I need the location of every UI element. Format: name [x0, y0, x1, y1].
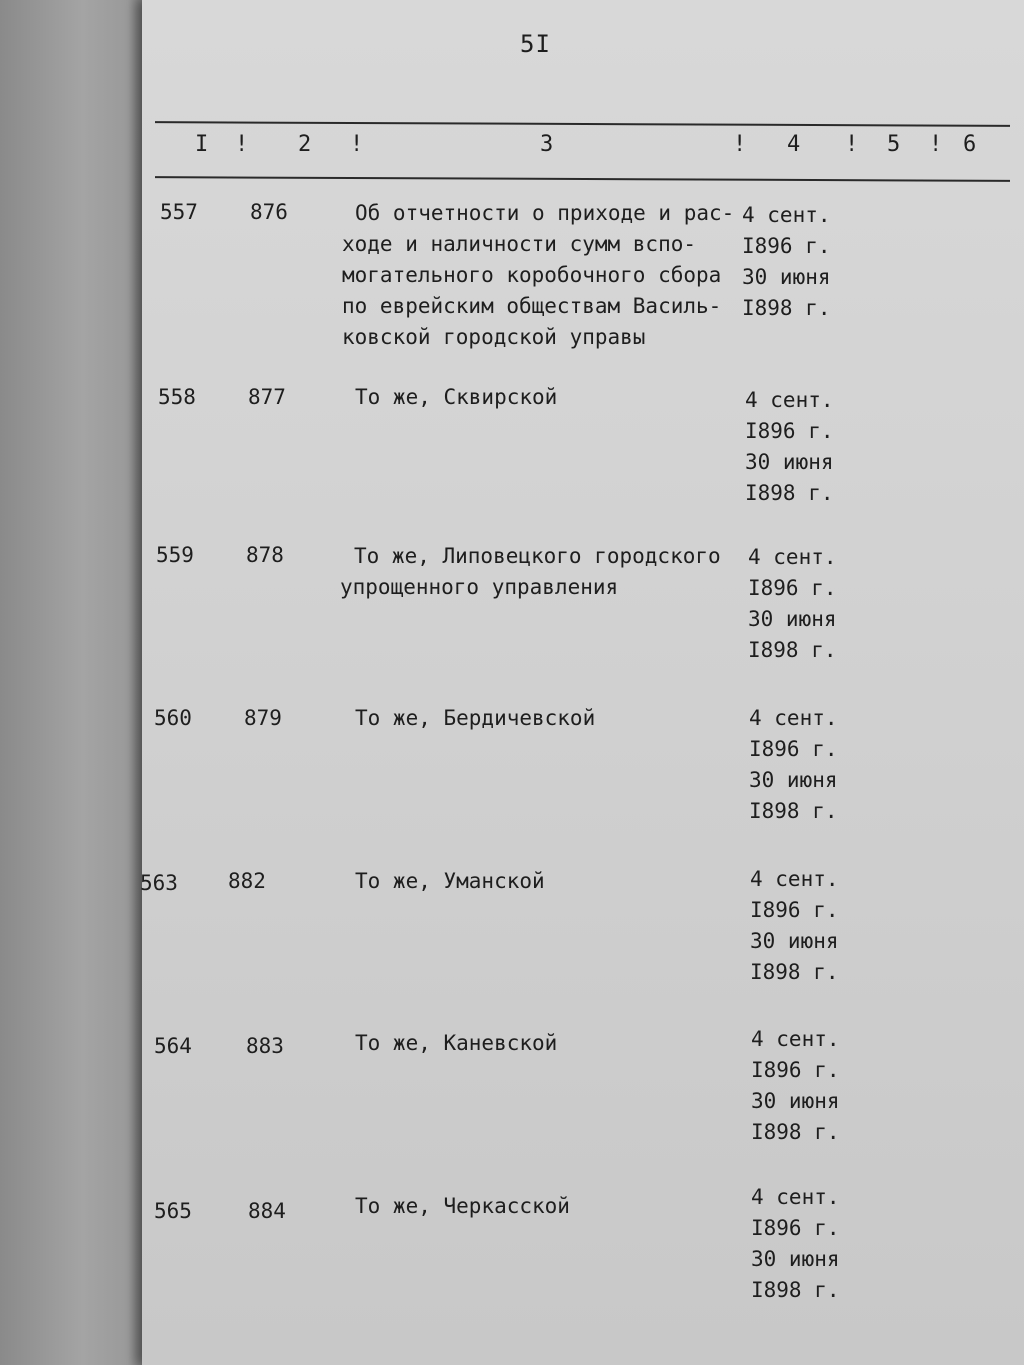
row-index: 563 [140, 871, 178, 895]
header-separator: ! [845, 132, 859, 157]
row-date-range [748, 542, 837, 666]
row-date-range [742, 200, 831, 324]
row-index: 564 [154, 1034, 192, 1058]
row-date-line: 4 сент. [748, 545, 837, 569]
row-date-line: I898 г. [742, 296, 831, 320]
row-title-line: ходе и наличности сумм вспо- [342, 232, 697, 256]
row-date-line: 30 июня [745, 450, 834, 474]
header-separator: ! [235, 132, 249, 157]
row-file-number: 884 [248, 1199, 286, 1223]
header-col-2: 2 [298, 132, 312, 157]
row-date-line: 30 июня [749, 768, 838, 792]
row-file-number: 882 [228, 869, 266, 893]
row-date-line: I898 г. [745, 481, 834, 505]
row-date-range [745, 385, 834, 509]
row-title [355, 866, 545, 897]
row-date-line: I898 г. [748, 638, 837, 662]
row-date-line: 30 июня [751, 1089, 840, 1113]
row-date-line: 30 июня [751, 1247, 840, 1271]
row-date-line: I896 г. [750, 898, 839, 922]
row-title-line: То же, Уманской [355, 869, 545, 893]
header-col-3: 3 [540, 132, 554, 157]
row-index: 560 [154, 706, 192, 730]
row-date-line: 4 сент. [751, 1185, 840, 1209]
row-title-line: ковской городской управы [342, 325, 646, 349]
row-date-line: 4 сент. [751, 1027, 840, 1051]
row-title-line: могательного коробочного сбора [342, 263, 722, 287]
row-date-line: I896 г. [748, 576, 837, 600]
row-title-line: То же, Сквирской [355, 385, 558, 409]
header-col-4: 4 [787, 132, 801, 157]
row-file-number: 879 [244, 706, 282, 730]
header-separator: ! [350, 132, 364, 157]
row-date-line: I896 г. [749, 737, 838, 761]
row-date-line: I898 г. [750, 960, 839, 984]
row-date-range [750, 864, 839, 988]
row-title [355, 1028, 557, 1059]
row-date-line: 30 июня [748, 607, 837, 631]
row-title-line: по еврейским обществам Василь- [342, 294, 722, 318]
row-title-line: Об отчетности о приходе и рас- [355, 201, 735, 225]
row-file-number: 876 [250, 200, 288, 224]
row-file-number: 878 [246, 543, 284, 567]
table-header [155, 132, 1010, 172]
page-number: 5I [520, 30, 551, 58]
row-index: 559 [156, 543, 194, 567]
row-date-range [751, 1182, 840, 1306]
row-title [355, 382, 557, 413]
row-index: 565 [154, 1199, 192, 1223]
row-title [342, 198, 734, 353]
row-file-number: 883 [246, 1034, 284, 1058]
header-col-5: 5 [887, 132, 901, 157]
row-date-line: 30 июня [742, 265, 831, 289]
row-title [355, 703, 595, 734]
row-date-line: 4 сент. [742, 203, 831, 227]
row-date-line: I896 г. [751, 1058, 840, 1082]
row-date-line: I896 г. [745, 419, 834, 443]
row-date-line: 4 сент. [750, 867, 839, 891]
row-date-line: I896 г. [742, 234, 831, 258]
row-date-range [749, 703, 838, 827]
header-col-6: 6 [963, 132, 977, 157]
header-col-1: I [195, 132, 209, 157]
row-title-line: То же, Каневской [355, 1031, 558, 1055]
row-index: 558 [158, 385, 196, 409]
row-date-line: I898 г. [749, 799, 838, 823]
row-title [340, 541, 721, 603]
row-date-line: I896 г. [751, 1216, 840, 1240]
row-date-line: I898 г. [751, 1120, 840, 1144]
row-title [355, 1191, 570, 1222]
header-separator: ! [929, 132, 943, 157]
row-title-line: То же, Черкасской [355, 1194, 570, 1218]
row-date-range [751, 1024, 840, 1148]
row-date-line: 4 сент. [749, 706, 838, 730]
previous-page-edge [0, 0, 150, 1365]
row-index: 557 [160, 200, 198, 224]
row-date-line: 4 сент. [745, 388, 834, 412]
row-file-number: 877 [248, 385, 286, 409]
row-title-line: упрощенного управления [340, 575, 619, 599]
row-title-line: То же, Липовецкого городского [354, 544, 721, 568]
row-date-line: 30 июня [750, 929, 839, 953]
header-separator: ! [733, 132, 747, 157]
row-date-line: I898 г. [751, 1278, 840, 1302]
row-title-line: То же, Бердичевской [355, 706, 596, 730]
